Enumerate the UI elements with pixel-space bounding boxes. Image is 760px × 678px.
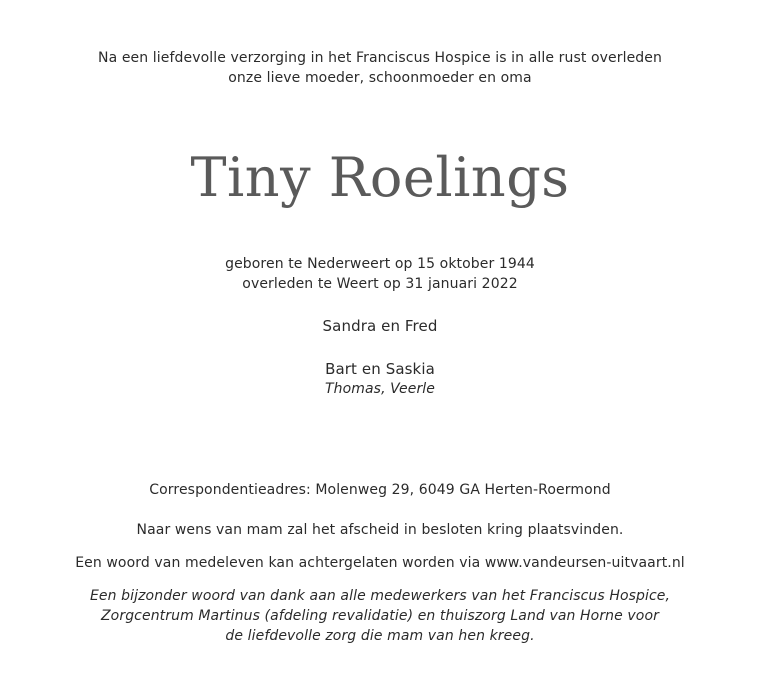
condolence-note: Een woord van medeleven kan achtergelaten worden via www.vandeursen-uitvaart.nl (75, 555, 685, 571)
thanks-line-2: Zorgcentrum Martinus (afdeling revalidatie) en thuiszorg Land van Horne voor (100, 608, 659, 624)
intro-line-2: onze lieve moeder, schoonmoeder en oma (228, 70, 532, 86)
thanks-line-3: de liefdevolle zorg die mam van hen kreeg. (225, 628, 535, 644)
farewell-note: Naar wens van mam zal het afscheid in besloten kring plaatsvinden. (136, 522, 624, 538)
family-pair-1: Sandra en Fred (322, 317, 438, 335)
birth-line: geboren te Nederweert op 15 oktober 1944 (225, 256, 535, 272)
family-pair-2: Bart en Saskia (325, 360, 435, 378)
thanks-line-1: Een bijzonder woord van dank aan alle medewerkers van het Franciscus Hospice, (89, 588, 671, 604)
death-line: overleden te Weert op 31 januari 2022 (242, 276, 518, 292)
deceased-name: Tiny Roelings (190, 146, 570, 209)
intro-line-1: Na een liefdevolle verzorging in het Franciscus Hospice is in alle rust overleden (98, 50, 662, 66)
grandchildren: Thomas, Veerle (324, 381, 436, 397)
correspondence-address: Correspondentieadres: Molenweg 29, 6049 GA Herten-Roermond (149, 482, 611, 498)
